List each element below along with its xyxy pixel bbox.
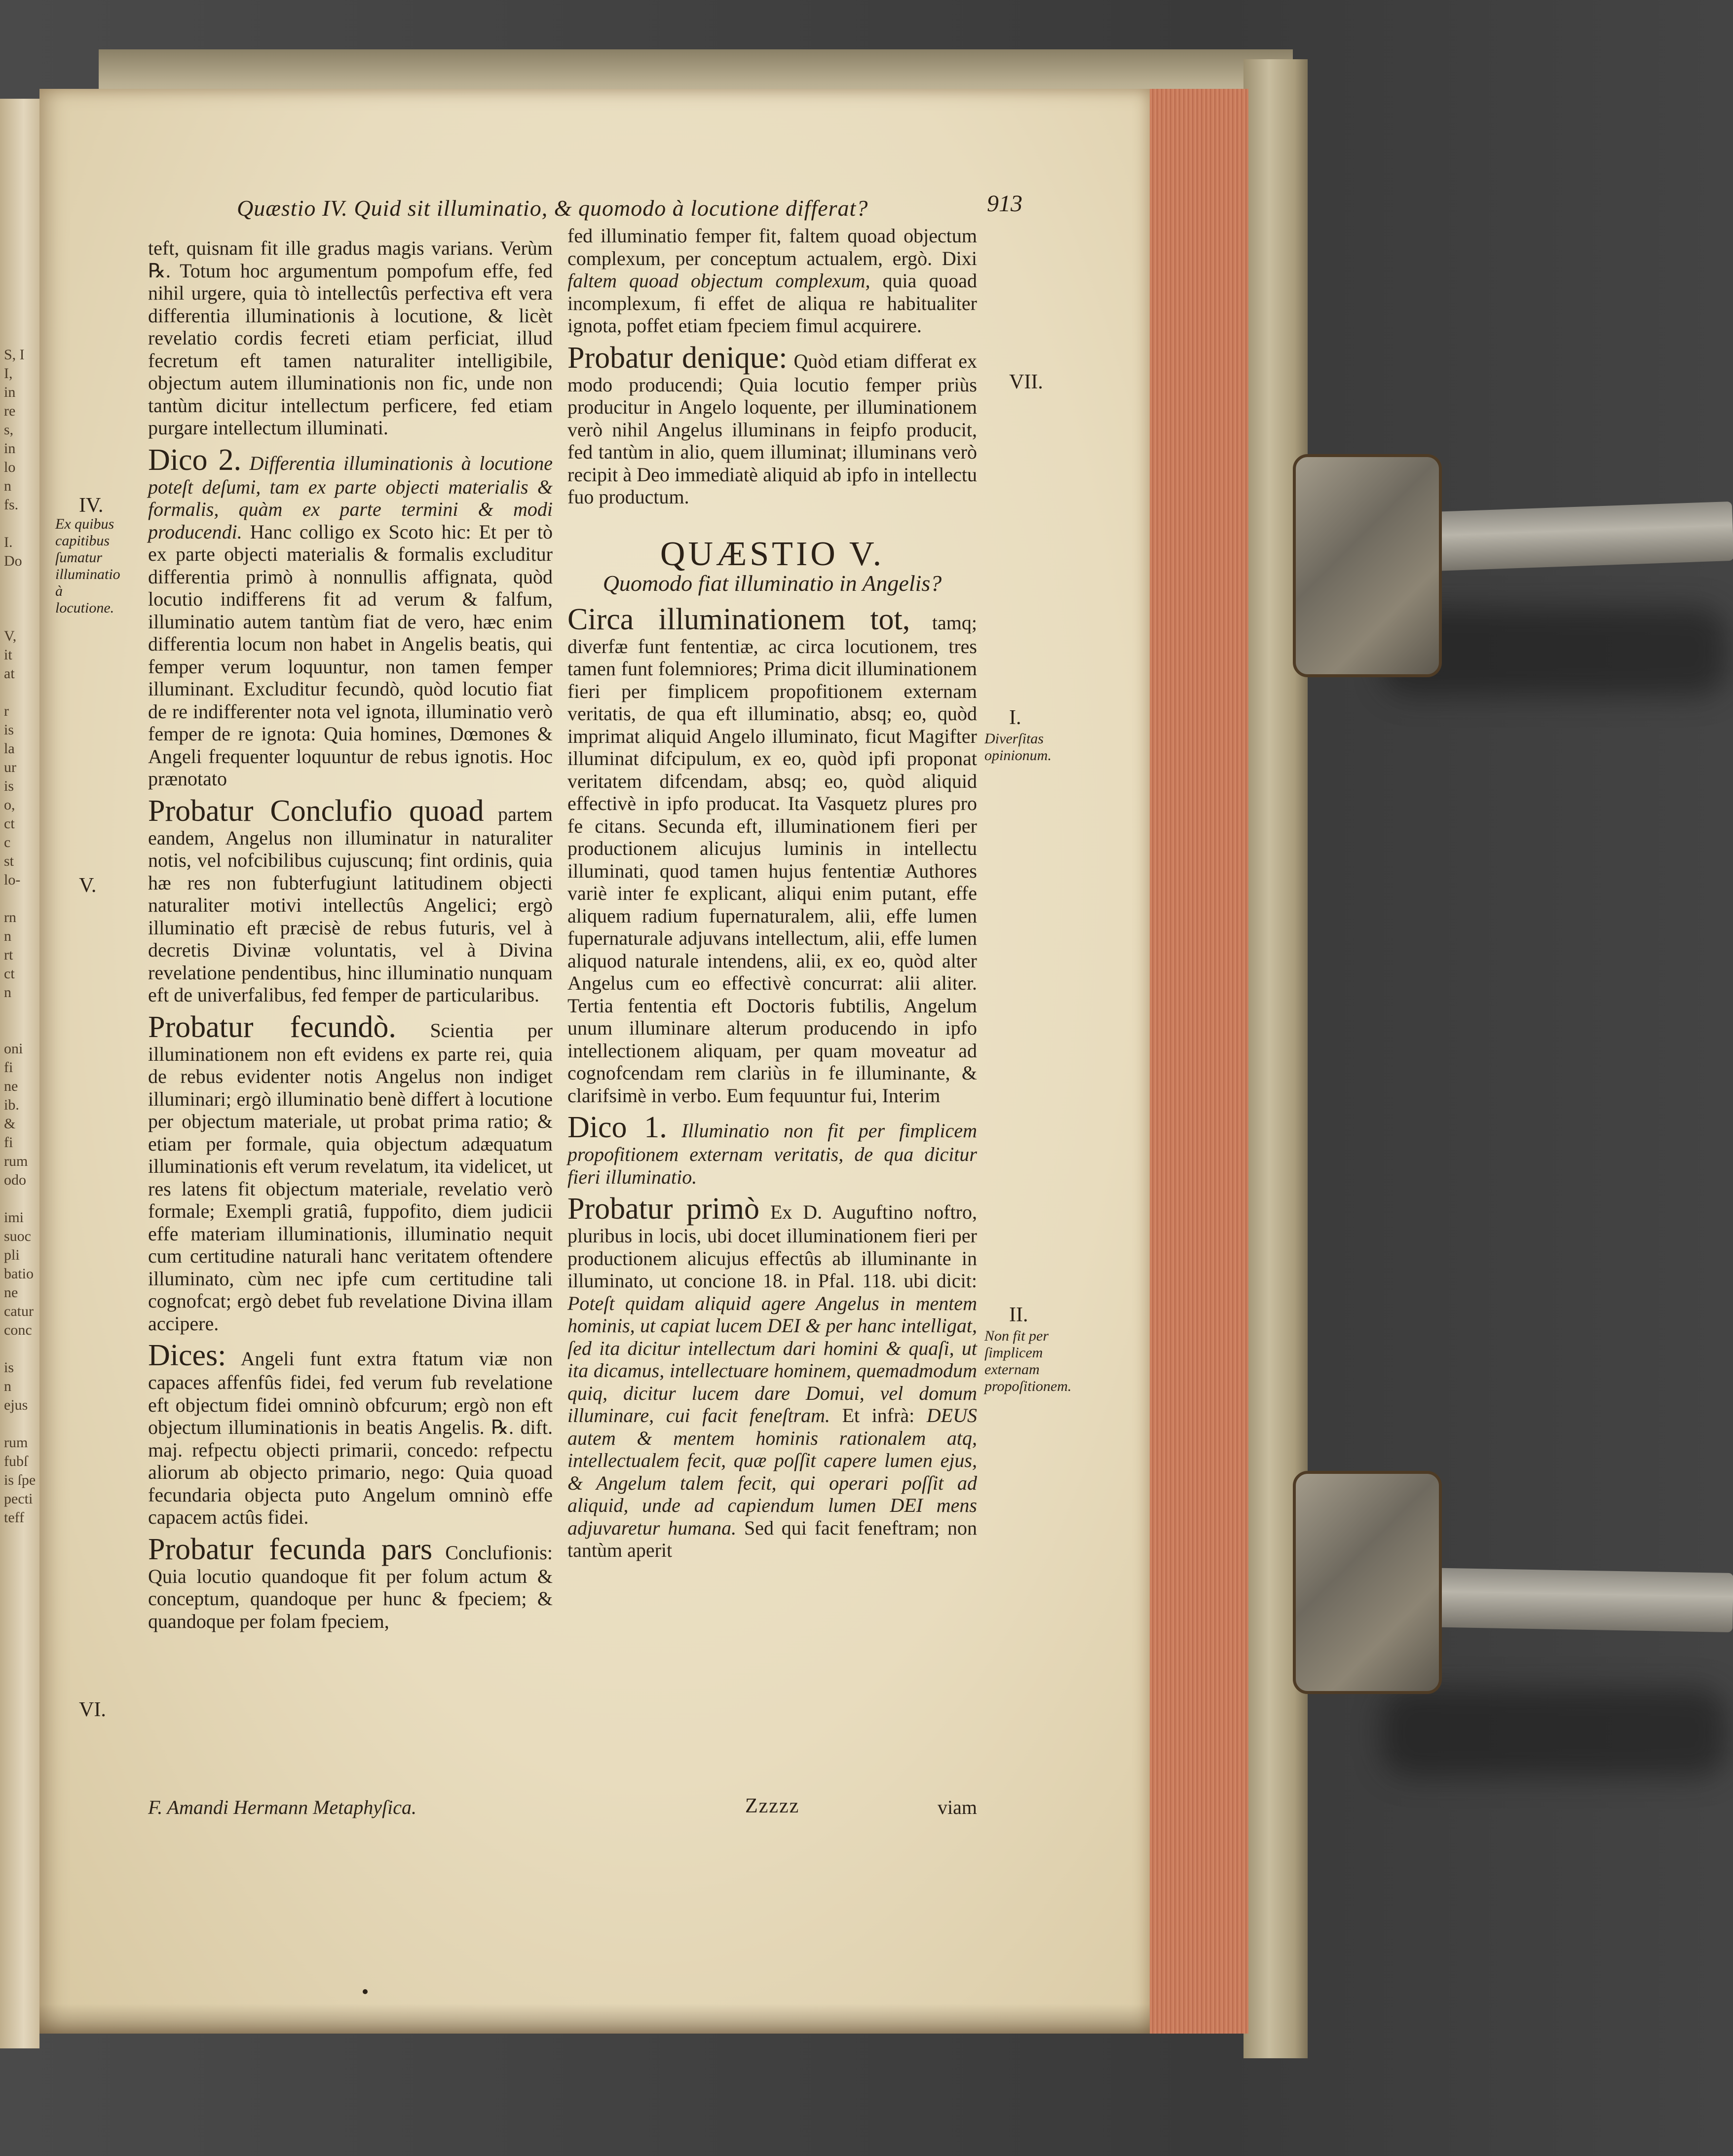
section-title: QUÆSTIO V.	[660, 535, 885, 573]
page-bottom-shadow	[39, 2004, 1150, 2034]
lead-words: Probatur fecunda pars	[148, 1532, 433, 1566]
left-column	[148, 237, 553, 1637]
lead-words: Dices:	[148, 1339, 226, 1372]
margin-note: Diverſitas opinionum.	[984, 731, 1052, 764]
paragraph-text: Sed qui facit feneftram; non tantùm aperit	[567, 1516, 978, 1561]
right-column	[567, 225, 977, 1567]
paragraph	[567, 225, 977, 337]
paragraph	[567, 1193, 977, 1562]
paragraph-text: partem eandem, Angelus non illuminatur in naturaliter notis, vel nofcibilibus cujuscunq; fint ordinis, quia hæ res non fubterfugiunt latitudinem objecti naturaliter motivi intellectûs Angelici; ergò illuminatio eft præcisè de rebus futuris, vel à decretis Divinæ voluntatis, vel à Divina revelatione pendentibus, hinc illuminatio nunquam eft de univerfalibus, fed femper de particularibus.	[148, 803, 553, 1006]
paragraph	[567, 604, 977, 1107]
paragraph-text: Hanc colligo ex Scoto hic: Et per tò ex parte objecti materialis & formalis excluditur differentia primò à nonnullis affignata, quòd locutio indifferens fit ad verum & falfum, illuminatio autem tantùm fiat de vero, hæc enim differentia locum non habet in Angelis beatis, qui femper verum loquuntur, non tamen femper illuminant. Excluditur fecundò, quòd locutio fiat de re indifferenter nota vel ignota, illuminatio verò femper de re ignota: Quia homines, Dœmones & Angeli frequenter loquuntur de rebus ignotis. Hoc prænotato	[148, 520, 553, 790]
margin-number: IV.	[79, 494, 104, 517]
footer-author: F. Amandi Hermann Metaphyſica.	[148, 1796, 417, 1818]
margin-number: VII.	[1009, 371, 1043, 393]
paragraph-text: Ex D. Auguftino noftro, pluribus in locis, ubi docet illuminationem fieri per productionem alicujus effectûs ab illuminante in illuminato, ut concione 18. in Pfal. 118. ubi dicit:	[567, 1201, 977, 1292]
paragraph-text: tamq; diverfæ funt fententiæ, ac circa locutionem, tres tamen funt folemniores; Prima dicit illuminationem fieri per fimplicem propofitionem externam veritatis, de qua eft illuminatio, absq; eo, quòd imprimat aliquid Angelo illuminato, ficut Magifter illuminat difcipulum, ex eo, quòd ipfi proponat veritatem difcendam, absq; eo, quòd aliquid effectivè in ipfo producat. Ita Vasquetz plures pro fe citans. Secunda eft, illuminationem fieri per productionem alicujus luminis in intellectu illuminati, quod tamen hujus fententiæ Authores variè inter fe explicant, aliqui enim putant, effe aliquem radium fupernaturalem, alii, effe lumen fupernaturale adjuvans intellectum, alii, effe lumen aliquod naturale intendens, alii, ex eo, quòd alter Angelus cum eo effectivè concurrat: alii aliter. Tertia fententia eft Doctoris fubtilis, Angelum unum illuminare alterum producendo in ipfo intellectionem aliquam, per quam moveatur ad cognofcendam rem clariùs in fe illuminante, & clarifsimè in verbo. Eum fequuntur fui, Interim	[567, 611, 978, 1107]
book-cover-right-edge	[1243, 59, 1308, 2058]
page-number: 913	[987, 191, 1022, 217]
lead-words: Probatur fecundò.	[148, 1010, 396, 1044]
paragraph-text: quia quoad incomplexum, fi effet de aliqua re habitualiter ignota, poffet etiam fpeciem fimul acquirere.	[567, 270, 978, 337]
margin-number: V.	[79, 874, 97, 897]
lead-words: Probatur denique:	[567, 341, 788, 375]
paragraph-text: fed illuminatio femper fit, faltem quoad objectum complexum, per conceptum actualem, ergò. Dixi	[567, 225, 977, 270]
italic-thesis: Illuminatio non fit per fimplicem propofitionem externam veritatis, de qua dicitur fieri illuminatio.	[567, 1119, 978, 1188]
signature-mark: Zzzzz	[745, 1795, 800, 1817]
paragraph	[148, 795, 553, 1006]
italic-phrase: faltem quoad objectum complexum,	[567, 270, 870, 292]
margin-number: I.	[1009, 706, 1021, 729]
margin-number: II.	[1009, 1304, 1028, 1326]
margin-number: VI.	[79, 1698, 106, 1721]
section-subtitle: Quomodo fiat illuminatio in Angelis?	[603, 571, 942, 596]
paragraph	[567, 1112, 977, 1188]
italic-quote: Poteſt quidam aliquid agere Angelus in mentem hominis, ut capiat lucem DEI & per hanc intelligat, ſed ita dicitur intellectum dari homini & quaſi, ut ita dicamus, intellectuare hominem, quemadmodum quiq, dicitur lucem dare Domui, vel domum illuminare, cui facit feneſtram.	[567, 1292, 977, 1426]
paragraph	[567, 342, 977, 508]
lead-words: Circa illuminationem tot,	[567, 602, 910, 636]
paragraph	[148, 1534, 553, 1633]
paragraph	[148, 1011, 553, 1335]
lead-words: Dico 1.	[567, 1111, 667, 1144]
catchword: viam	[938, 1796, 977, 1818]
paragraph-text: Conclufionis: Quia locutio quandoque fit per folum actum & conceptum, quandoque per hunc & fpeciem; & quandoque per folam fpeciem,	[148, 1541, 553, 1632]
margin-note: Non fit per ſimplicem externam propoſitionem.	[984, 1328, 1072, 1394]
left-page-sliver	[0, 99, 39, 2048]
paragraph	[148, 1340, 553, 1529]
lead-words: Probatur Conclufio quoad	[148, 794, 484, 828]
paragraph-text: Scientia per illuminationem non eft evidens ex parte rei, quia de rebus evidenter notis Angelus non indiget illuminari; ergò illuminatio benè differt à locutione per objectum materiale, ut probat prima ratio; & etiam per formale, quia objectum adæquatum illuminationis eft verum revelatum, ita videlicet, ut res latens fit objectum materiale, revelatio verò formale; Exempli gratiâ, fuppofito, diem judicii effe materiam illuminationis, illuminatio nequit cum certitudine naturali hanc veritatem oftendere illuminato, cùm nec ipfe cum certitudine tali cognofcat; ergò debet fub revelatione Divina illam accipere.	[148, 1019, 553, 1335]
margin-note: Ex quibus capitibus ſumatur illuminatio à locutione.	[55, 516, 120, 616]
italic-quote: DEUS autem & mentem hominis rationalem atq, intellectualem fecit, quæ poſſit capere lumen ejus, & Angelum talem fecit, qui operari poſſit ad aliquid, unde ad capiendum lumen DEI mens adjuvaretur humana.	[567, 1404, 978, 1539]
running-head: Quæstio IV. Quid sit illuminatio, & quomodo à locutione differat?	[237, 195, 868, 221]
italic-thesis: Differentia illuminationis à locutione poteſt deſumi, tam ex parte objecti materialis & formalis, quàm ex parte termini & modi producendi.	[148, 452, 553, 543]
ink-dot	[363, 1989, 368, 1994]
paragraph-text: Quòd etiam differat ex modo producendi; Quia locutio femper priùs producitur in Angelo loquente, per illuminationem verò nihil Angelus illuminans in feipfo producit, fed tantùm in alio, quem illuminat; illuminans verò recipit à Deo immediatè aliquid ab ipfo in intellectu fuo productum.	[567, 349, 978, 508]
paragraph-text: Angeli funt extra ftatum viæ non capaces affenfûs fidei, fed verum fub revelatione eft objectum fidei omninò obfcurum; ergò non eft objectum illuminationis in beatis Angelis. ℞. dift. maj. refpectu objecti primarii, concedo: refpectu aliorum ab objecto primario, nego: Quia quoad fecundaria objecta puto Angelum omninò effe capacem actûs fidei.	[148, 1348, 553, 1528]
page-block-edge	[1150, 89, 1248, 2034]
paragraph-text: Et infrà:	[842, 1404, 915, 1426]
lead-words: Probatur primò	[567, 1192, 760, 1226]
left-page-fragments: S, I I, in re s, in lo n fs. I. Do V, it at r is la ur is o, ct c st lo- rn n rt ct n oni fi ne ib. & fi rum odo imi suoc pli batio ne catur conc is n ejus rum fubſ is ſpe pecti teff	[4, 346, 36, 1526]
lead-words: Dico 2.	[148, 443, 241, 477]
paragraph	[148, 444, 553, 790]
paragraph: teft, quisnam fit ille gradus magis varians. Verùm ℞. Totum hoc argumentum pompofum effe, fed nihil urgere, quia tò intellectûs perfectiva eft vera differentia illuminationis à locutione, & licèt revelatio cordis fecreti etiam perficiat, illud fecretum eft tamen naturaliter intelligibile, objectum autem illuminationis non fic, unde non tantùm dicitur intellectum perficere, fed etiam purgare intellectum illuminati.	[148, 237, 553, 439]
